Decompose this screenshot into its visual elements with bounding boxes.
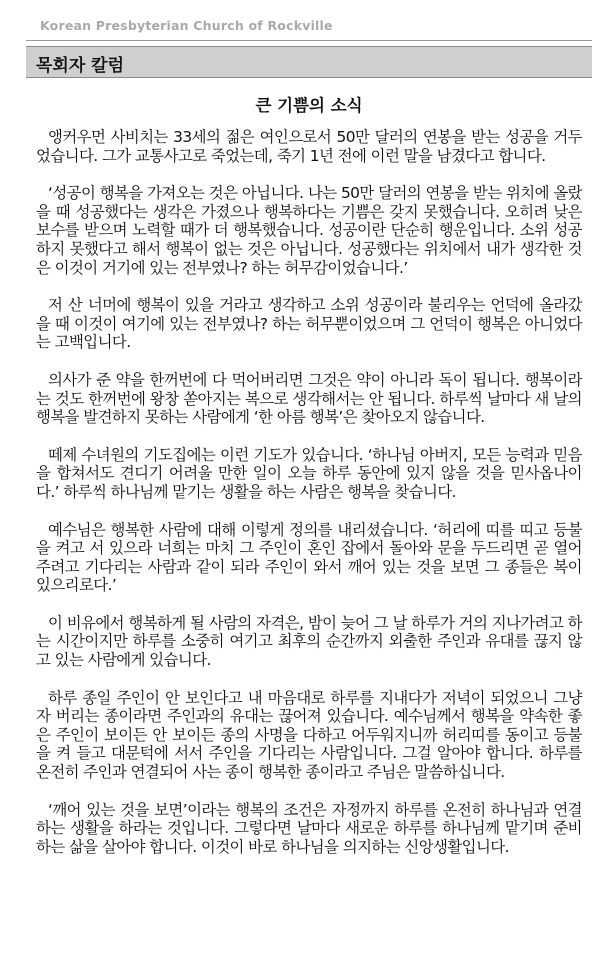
- paragraph: ‘성공이 행복을 가져오는 것은 아닙니다. 나는 50만 달러의 연봉을 받는 위치에 올랐을 때 성공했다는 생각은 가졌으나 행복하다는 기쁨은 갖지 못했습니다. 오히려 낮은 보수를 받으며 노력할 때가 더 행복했습니다. 성공이란 단순히 행운입니다. 소위 성공하지 못했다고 해서 행복이 없는 것은 아닙니다. 성공했다는 위치에서 내가 생각한 것은 이것이 거기에 있는 전부였나? 하는 허무감이었습니다.’: [36, 184, 582, 277]
- paragraph: 저 산 너머에 행복이 있을 거라고 생각하고 소위 성공이라 불리우는 언덕에 올라갔을 때 이것이 여기에 있는 전부였나? 하는 허무뿐이었으며 그 언덕이 행복은 아니었다는 고백입니다.: [36, 296, 582, 352]
- article-title: 큰 기쁨의 소식: [255, 96, 363, 115]
- page-header: [26, 14, 592, 41]
- paragraph: 예수님은 행복한 사람에 대해 이렇게 정의를 내리셨습니다. ‘허리에 띠를 띠고 등불을 켜고 서 있으라 너희는 마치 그 주인이 혼인 잡에서 돌아와 문을 두드리면 곧 열어 주려고 기다리는 사람과 같이 되라 주인이 와서 깨어 있는 것을 보면 그 종들은 복이 있으리로다.’: [36, 520, 582, 595]
- paragraph: ‘깨어 있는 것을 보면’이라는 행복의 조건은 자정까지 하루를 온전히 하나님과 연결하는 생활을 하라는 것입니다. 그렇다면 날마다 새로운 하루를 하나님께 맡기며 준비하는 삶을 살아야 합니다. 이것이 바로 하나님을 의지하는 신앙생활입니다.: [36, 800, 582, 856]
- article-body: [36, 128, 582, 875]
- section-header-band: [26, 46, 592, 78]
- paragraph: 이 비유에서 행복하게 될 사람의 자격은, 밤이 늦어 그 날 하루가 거의 지나가려고 하는 시간이지만 하루를 소중히 여기고 최후의 순간까지 외출한 주인과 유대를 끊지 않고 있는 사람에게 있습니다.: [36, 613, 582, 670]
- paragraph: 앵커우먼 사비치는 33세의 젊은 여인으로서 50만 달러의 연봉을 받는 성공을 거두었습니다. 그가 교통사고로 죽었는데, 죽기 1년 전에 이런 말을 남겼다고 합니다.: [36, 128, 582, 165]
- section-title: 목회자 칼럼: [36, 56, 125, 76]
- church-name: Korean Presbyterian Church of Rockville: [40, 18, 333, 33]
- paragraph: 의사가 준 약을 한꺼번에 다 먹어버리면 그것은 약이 아니라 독이 됩니다. 행복이라는 것도 한꺼번에 왕창 쏟아지는 복으로 생각해서는 안 됩니다. 하루씩 날마다 새 날의 행복을 발견하지 못하는 사람에게 ‘한 아름 행복’은 찾아오지 않습니다.: [36, 370, 582, 427]
- paragraph: 떼제 수녀원의 기도집에는 이런 기도가 있습니다. ‘하나님 아버지, 모든 능력과 믿음을 합쳐서도 견디기 어려울 만한 일이 오늘 하루 동안에 있지 않을 것을 믿사옵나이다.’ 하루씩 하나님께 맡기는 생활을 하는 사람은 행복을 찾습니다.: [36, 445, 582, 501]
- paragraph: 하루 종일 주인이 안 보인다고 내 마음대로 하루를 지내다가 저녁이 되었으니 그냥 자 버리는 종이라면 주인과의 유대는 끊어져 있습니다. 예수님께서 행복을 약속한 좋은 주인이 보이든 안 보이든 종의 사명을 다하고 어두워지니까 허리띠를 동이고 등불을 켜 들고 대문턱에 서서 주인을 기다리는 사람입니다. 그걸 알아야 합니다. 하루를 온전히 주인과 연결되어 사는 종이 행복한 종이라고 주님은 말씀하십니다.: [36, 688, 582, 782]
